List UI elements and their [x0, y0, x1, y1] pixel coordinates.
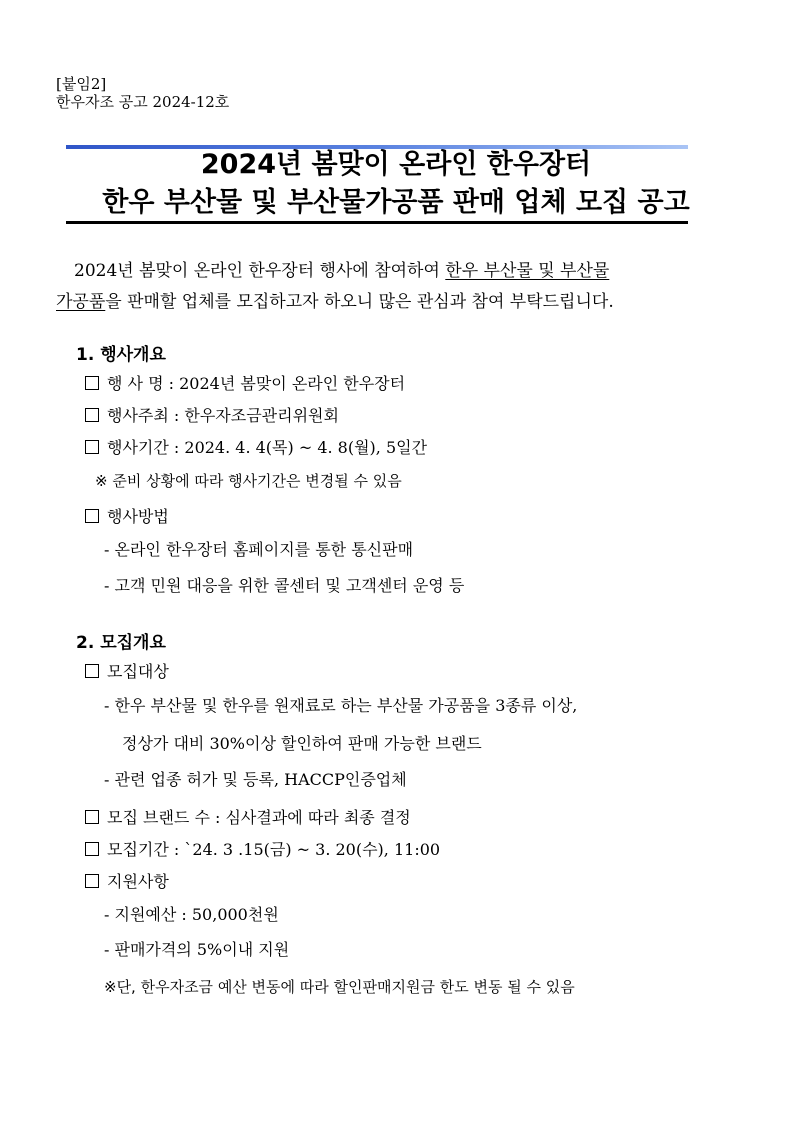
- notice-number: 한우자조 공고 2024-12호: [56, 93, 230, 111]
- support-note: ※단, 한우자조금 예산 변동에 따라 할인판매지원금 한도 변동 될 수 있음: [104, 978, 575, 996]
- intro-line-1: [74, 260, 609, 282]
- event-period-note: ※ 준비 상황에 따라 행사기간은 변경될 수 있음: [95, 472, 402, 490]
- intro-line-2: [56, 291, 614, 313]
- method-item-2: - 고객 민원 대응을 위한 콜센터 및 고객센터 운영 등: [104, 576, 465, 595]
- attachment-label: [붙임2]: [56, 75, 107, 93]
- checkbox-icon: [85, 874, 99, 888]
- recruit-period-row: [85, 840, 440, 860]
- target-row: [85, 662, 169, 682]
- target-item-1a: - 한우 부산물 및 한우를 원재료로 하는 부산물 가공품을 3종류 이상,: [104, 696, 578, 715]
- support-item-1: - 지원예산 : 50,000천원: [104, 905, 279, 924]
- support-item-2: - 판매가격의 5%이내 지원: [104, 940, 290, 959]
- method-item-1: - 온라인 한우장터 홈페이지를 통한 통신판매: [104, 540, 414, 559]
- intro-text-1: 2024년 봄맞이 온라인 한우장터 행사에 참여하여: [74, 261, 446, 281]
- checkbox-icon: [85, 842, 99, 856]
- event-method-row: [85, 507, 169, 527]
- checkbox-icon: [85, 509, 99, 523]
- intro-underline-2: 가공품: [56, 292, 106, 312]
- checkbox-icon: [85, 376, 99, 390]
- section-1-heading: 1. 행사개요: [76, 345, 166, 365]
- target-item-2: - 관련 업종 허가 및 등록, HACCP인증업체: [104, 770, 407, 789]
- event-period-text: 행사기간 : 2024. 4. 4(목) ~ 4. 8(월), 5일간: [107, 438, 428, 457]
- title-line-1: 2024년 봄맞이 온라인 한우장터: [200, 149, 592, 180]
- checkbox-icon: [85, 810, 99, 824]
- support-text: 지원사항: [107, 872, 169, 891]
- brand-count-text: 모집 브랜드 수 : 심사결과에 따라 최종 결정: [107, 808, 411, 827]
- checkbox-icon: [85, 440, 99, 454]
- recruit-period-text: 모집기간 : `24. 3 .15(금) ~ 3. 20(수), 11:00: [107, 840, 441, 859]
- checkbox-icon: [85, 408, 99, 422]
- target-item-1b: 정상가 대비 30%이상 할인하여 판매 가능한 브랜드: [122, 734, 482, 753]
- target-text: 모집대상: [107, 662, 169, 681]
- brand-count-row: [85, 808, 411, 828]
- event-name-text: 행 사 명 : 2024년 봄맞이 온라인 한우장터: [107, 374, 406, 393]
- title-line-2: 한우 부산물 및 부산물가공품 판매 업체 모집 공고: [102, 187, 690, 218]
- event-host-row: [85, 406, 339, 426]
- event-name-row: [85, 374, 405, 394]
- event-host-text: 행사주최 : 한우자조금관리위원회: [107, 406, 339, 425]
- intro-underline-1: 한우 부산물 및 부산물: [445, 261, 610, 281]
- event-period-row: [85, 438, 427, 458]
- title-underline: [66, 221, 688, 224]
- intro-text-2: 을 판매할 업체를 모집하고자 하오니 많은 관심과 참여 부탁드립니다.: [105, 292, 614, 312]
- section-2-heading: 2. 모집개요: [76, 633, 166, 653]
- support-row: [85, 872, 169, 892]
- checkbox-icon: [85, 664, 99, 678]
- event-method-text: 행사방법: [107, 507, 169, 526]
